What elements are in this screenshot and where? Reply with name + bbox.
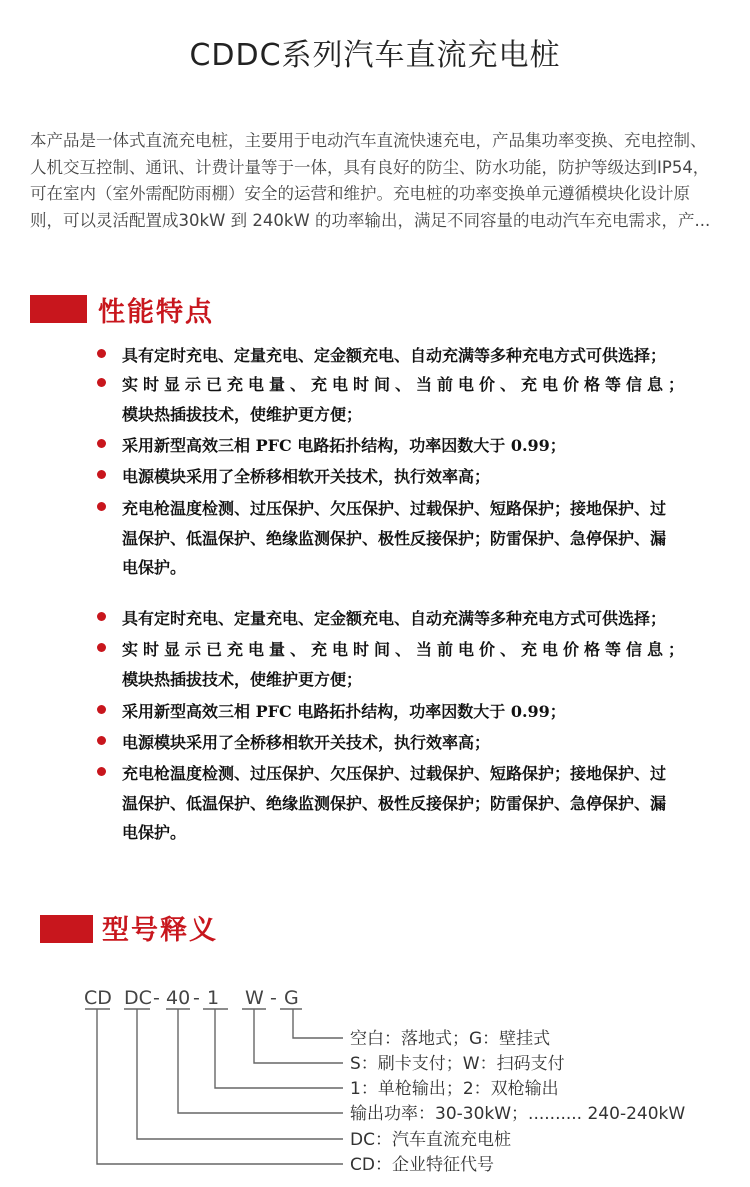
code-mount: G	[284, 987, 299, 1009]
features-heading-label: 性能特点	[98, 297, 214, 328]
legend-pay: S：刷卡支付；W：扫码支付	[350, 1054, 565, 1074]
code-pay: W	[245, 987, 264, 1009]
feature-text: 采用新型高效三相 PFC 电路拓扑结构，功率因数大于 0.99；	[122, 436, 566, 455]
legend-dc: DC：汽车直流充电桩	[350, 1130, 511, 1150]
feature-text: 充电枪温度检测、过压保护、欠压保护、过载保护、短路保护；接地保护、过	[122, 499, 667, 518]
connector-dc	[137, 1009, 343, 1139]
feature-text: 温保护、低温保护、绝缘监测保护、极性反接保护；防雷保护、急停保护、漏	[122, 528, 667, 548]
intro-line: 则，可以灵活配置成30kW 到 240kW 的功率输出，满足不同容量的电动汽车充电需求，产...	[30, 210, 711, 230]
code-dash: -	[270, 987, 277, 1009]
connector-power	[178, 1009, 343, 1113]
feature-text: 实时显示已充电量、充电时间、当前电价、充电价格等信息；	[122, 640, 690, 659]
legend-gun: 1：单枪输出；2：双枪输出	[350, 1079, 559, 1099]
legend-power: 输出功率：30-30kW；.......... 240-240kW	[350, 1104, 686, 1124]
intro-line: 本产品是一体式直流充电桩，主要用于电动汽车直流快速充电，产品集功率变换、充电控制、	[30, 131, 707, 150]
model-legend	[350, 1029, 685, 1175]
code-gun: 1	[207, 987, 220, 1009]
feature-text: 电源模块采用了全桥移相软开关技术，执行效率高；	[122, 467, 491, 486]
page-title: CDDC系列汽车直流充电桩	[189, 38, 561, 73]
connector-gun	[215, 1009, 343, 1088]
feature-text: 模块热插拔技术，使维护更方便；	[122, 404, 363, 424]
code-power: 40	[166, 987, 191, 1009]
code-dash: -	[193, 987, 200, 1009]
feature-text: 具有定时充电、定量充电、定金额充电、自动充满等多种充电方式可供选择；	[122, 609, 667, 628]
legend-cd: CD：企业特征代号	[350, 1155, 494, 1175]
feature-text: 充电枪温度检测、过压保护、欠压保护、过载保护、短路保护；接地保护、过	[122, 764, 667, 783]
feature-text: 具有定时充电、定量充电、定金额充电、自动充满等多种充电方式可供选择；	[122, 346, 667, 365]
intro-line: 人机交互控制、通讯、计费计量等于一体，具有良好的防尘、防水功能，防护等级达到IP54，	[30, 157, 710, 177]
feature-text: 电保护。	[122, 558, 187, 577]
code-dc: DC	[124, 987, 152, 1009]
feature-text: 电保护。	[122, 823, 187, 842]
feature-text: 温保护、低温保护、绝缘监测保护、极性反接保护；防雷保护、急停保护、漏	[122, 793, 667, 813]
connector-lines	[97, 1009, 343, 1164]
model-heading-label: 型号释义	[102, 915, 218, 946]
feature-text: 模块热插拔技术，使维护更方便；	[122, 669, 363, 689]
legend-mount: 空白：落地式；G：壁挂式	[350, 1029, 551, 1049]
model-code	[84, 987, 299, 1009]
feature-text: 采用新型高效三相 PFC 电路拓扑结构，功率因数大于 0.99；	[122, 702, 566, 721]
connector-mount	[293, 1009, 343, 1038]
intro-line: 可在室内（室外需配防雨棚）安全的运营和维护。充电桩的功率变换单元遵循模块化设计原	[30, 184, 690, 203]
code-cd: CD	[84, 987, 112, 1009]
feature-text: 实时显示已充电量、充电时间、当前电价、充电价格等信息；	[122, 375, 690, 394]
connector-pay	[254, 1009, 343, 1063]
feature-text: 电源模块采用了全桥移相软开关技术，执行效率高；	[122, 733, 491, 752]
connector-cd	[97, 1009, 343, 1164]
code-dash: -	[153, 987, 160, 1009]
